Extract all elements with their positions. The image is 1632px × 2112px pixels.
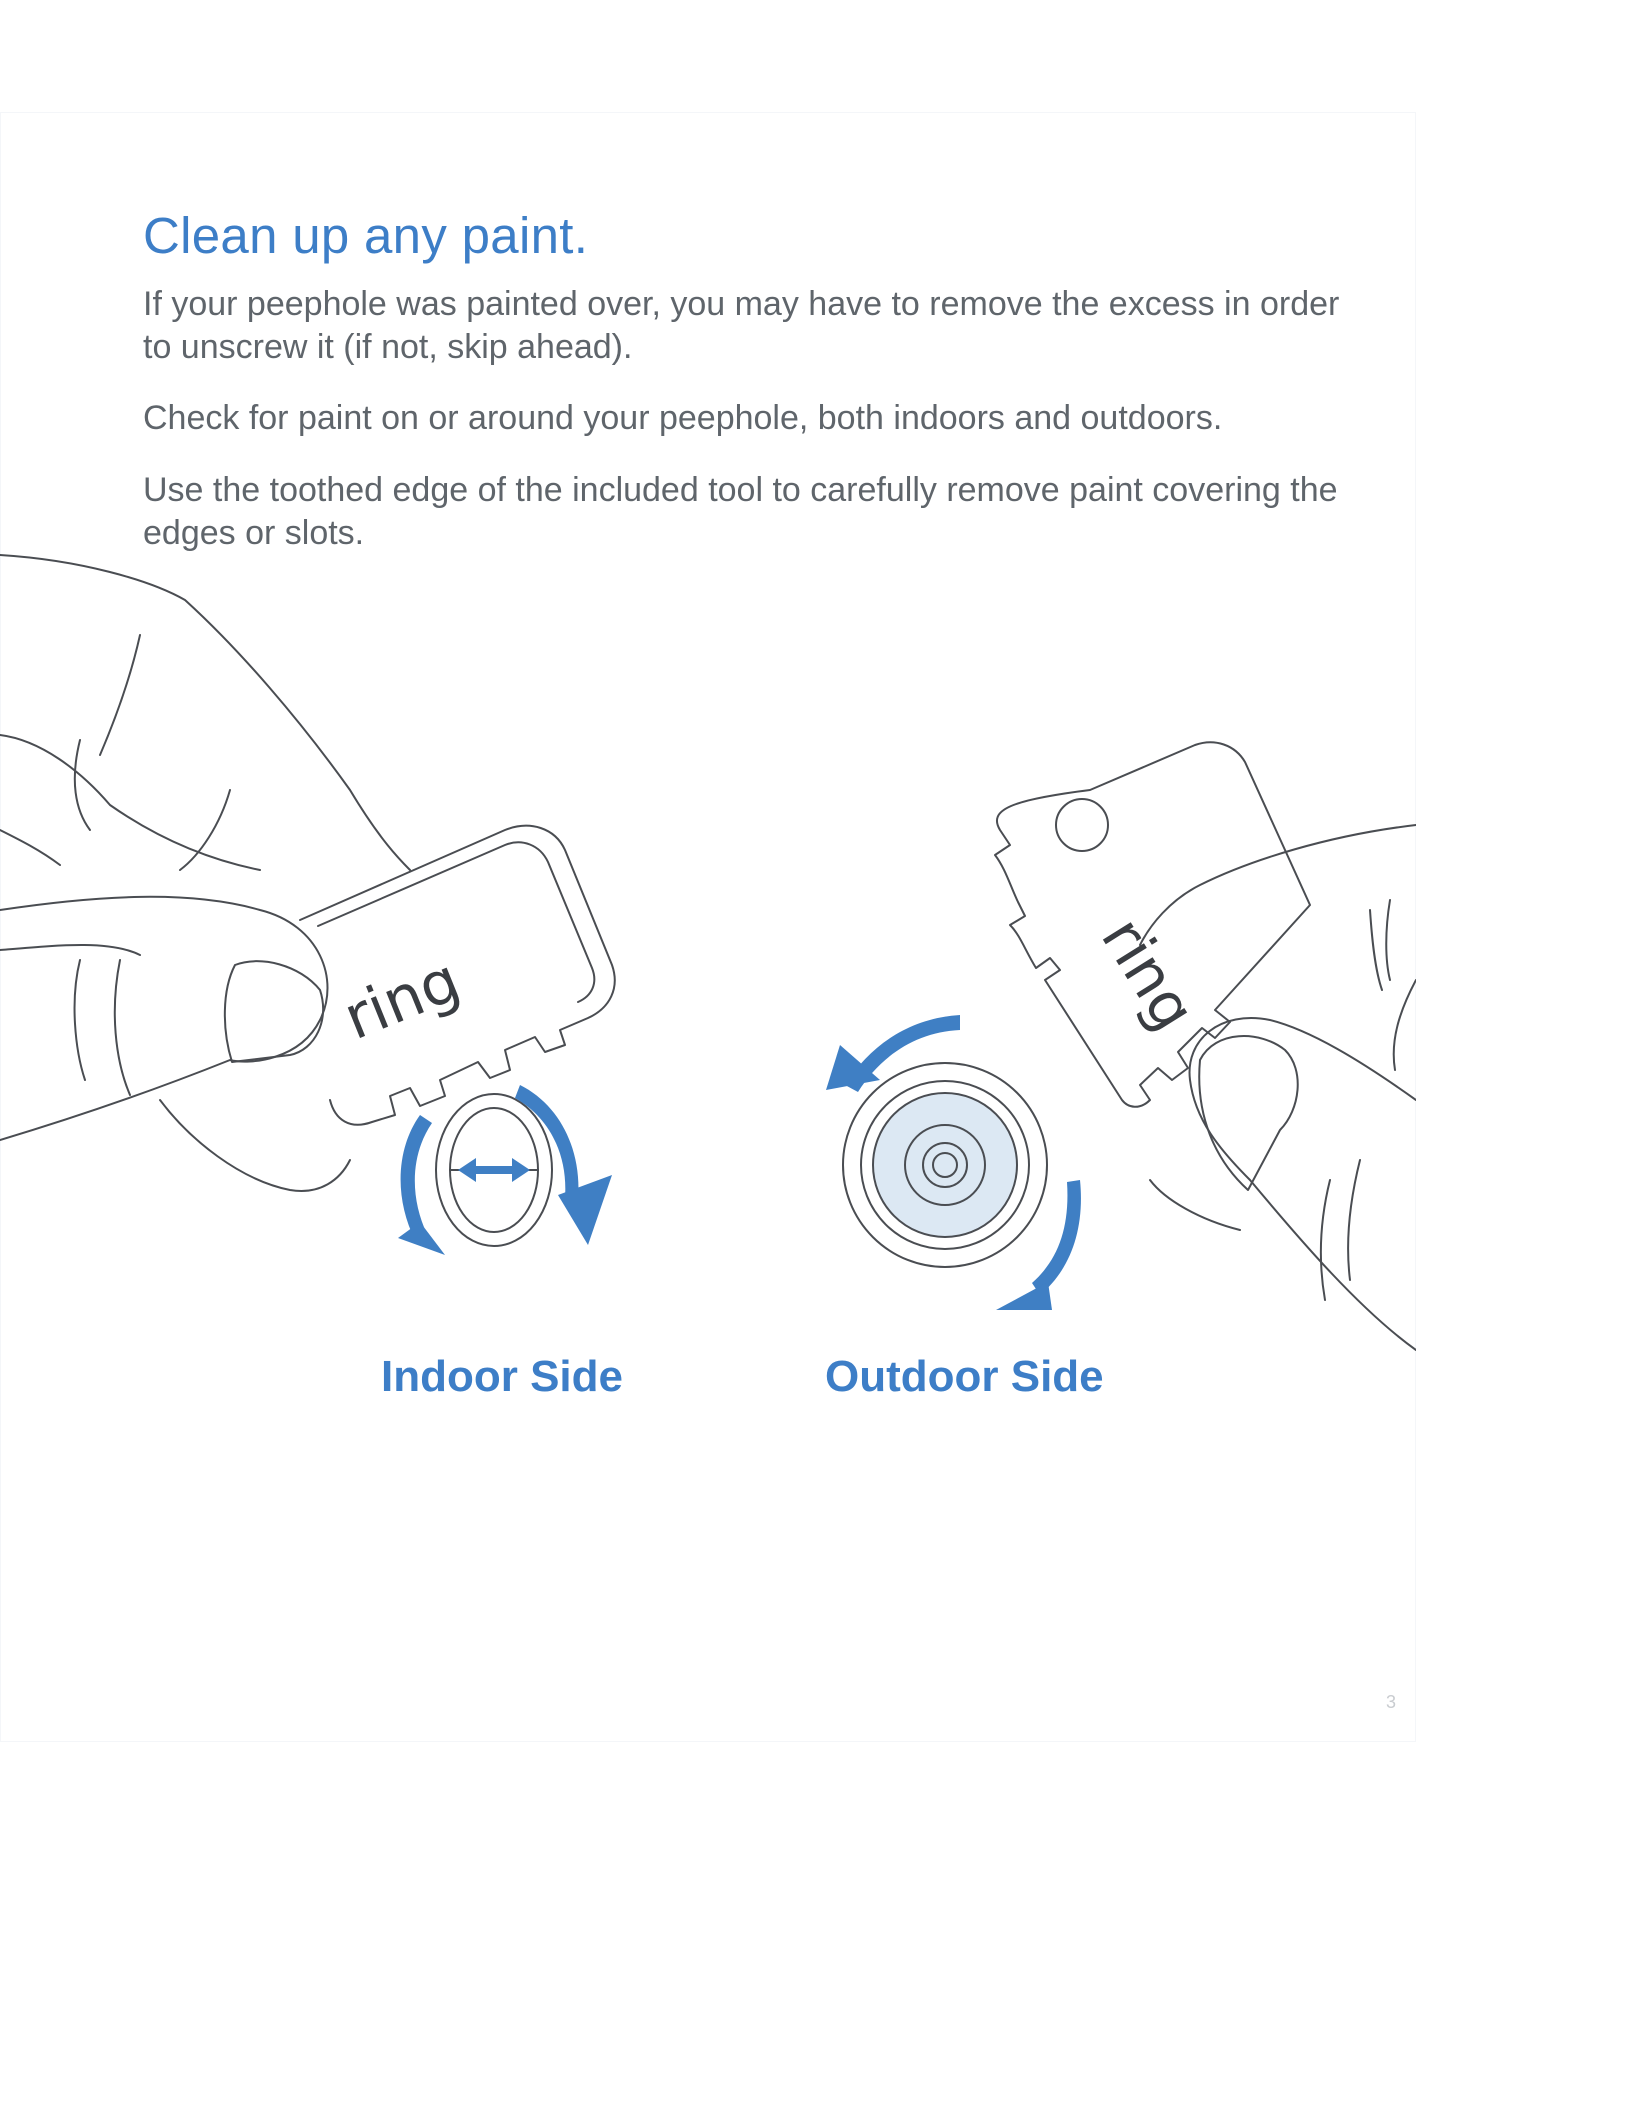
indoor-side-caption: Indoor Side (381, 1352, 623, 1401)
indoor-illustration (0, 555, 615, 1255)
page-number: 3 (1386, 1692, 1397, 1712)
outdoor-hand-outline (1140, 825, 1416, 945)
outdoor-tool-hole (1056, 799, 1108, 851)
paragraph-paint-removal: If your peephole was painted over, you may have to remove the excess in order to unscrew it (if not, skip ahead). (143, 285, 1340, 366)
outdoor-peephole (843, 1063, 1047, 1267)
outdoor-hand-lower (1150, 1160, 1360, 1300)
outdoor-illustration (826, 742, 1416, 1350)
indoor-hand-palm (0, 830, 140, 955)
indoor-hand-knuckle (75, 635, 230, 870)
page-title: Clean up any paint. (143, 207, 589, 264)
indoor-thumbnail (225, 961, 323, 1062)
indoor-tool-body (300, 826, 615, 1125)
outdoor-thumbnail (1199, 1036, 1297, 1190)
indoor-hand-lower (75, 960, 350, 1191)
outdoor-thumb (1190, 1018, 1416, 1350)
paragraph-use-tool: Use the toothed edge of the included tool to carefully remove paint covering the edges or slots. (143, 471, 1338, 552)
outdoor-tool-brand: ring (1087, 905, 1209, 1043)
outdoor-side-caption: Outdoor Side (825, 1352, 1104, 1401)
indoor-double-arrow-icon (458, 1158, 530, 1182)
paragraph-check-paint: Check for paint on or around your peephole, both indoors and outdoors. (143, 399, 1223, 437)
outdoor-hand-fingers (1370, 900, 1416, 1070)
indoor-hand-outline (0, 555, 410, 870)
indoor-tool-brand: ring (334, 945, 470, 1054)
tool-illustration (0, 540, 1416, 1420)
